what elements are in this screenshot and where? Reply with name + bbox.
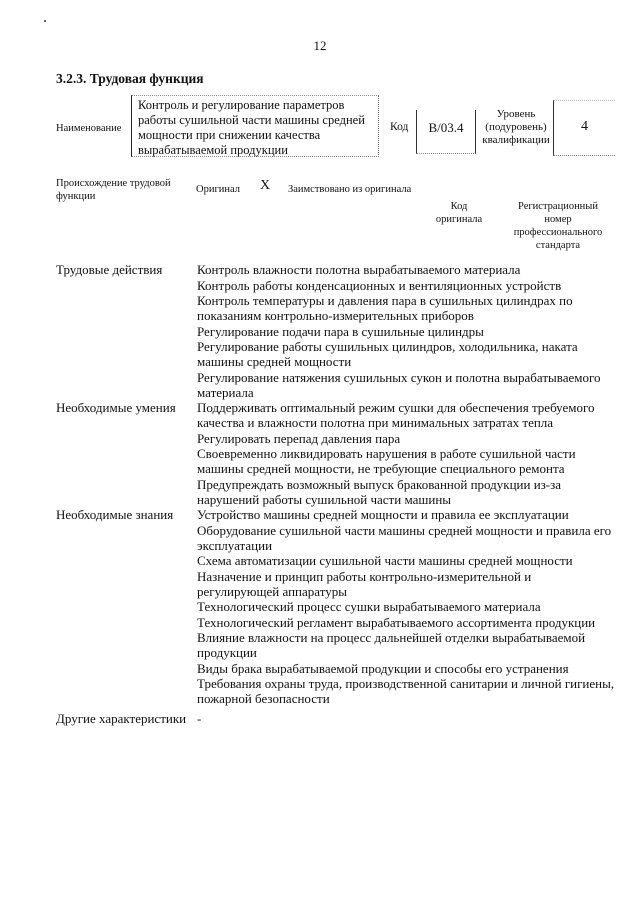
kod-original-label: Код оригинала	[435, 201, 483, 225]
name-label: Наименование	[56, 123, 122, 134]
list-item: Поддерживать оптимальный режим сушки для обеспечения требуемого качества и влажности полотна при минимальных затратах тепла	[197, 400, 595, 430]
table-row-knowledge	[56, 507, 616, 707]
function-name-field: Контроль и регулирование параметров работы сушильной части машины средней мощности при снижении качества вырабатываемой продукции	[131, 95, 379, 157]
row-label: Трудовые действия	[56, 262, 163, 277]
list-item: Схема автоматизации сушильной части машины средней мощности	[197, 553, 573, 568]
list-item: -	[197, 710, 202, 726]
list-item: Контроль работы конденсационных и вентиляционных устройств	[197, 277, 562, 293]
kod-label: Код	[390, 121, 409, 133]
list-item: Требования охраны труда, производственной санитарии и личной гигиены, пожарной безопасности	[197, 676, 615, 706]
function-details-table	[56, 262, 616, 726]
list-item: Регулирование натяжения сушильных сукон и полотна вырабатываемого материала	[197, 369, 601, 400]
list-item: Регулирование подачи пара в сушильные цилиндры	[197, 323, 484, 339]
scan-speck	[44, 20, 46, 22]
list-item: Оборудование сушильной части машины средней мощности и правила его эксплуатации	[197, 522, 612, 553]
kod-value-field: B/03.4	[416, 110, 476, 154]
list-item: Контроль температуры и давления пара в сушильных цилиндрах по показаниям контрольно-измерительных приборов	[197, 293, 573, 323]
original-label: Оригинал	[196, 184, 240, 195]
original-check-mark: X	[260, 178, 271, 193]
level-value-field: 4	[553, 100, 615, 156]
list-item: Регулировать перепад давления пара	[197, 430, 401, 446]
list-item: Влияние влажности на процесс дальнейшей отделки вырабатываемой продукции	[197, 630, 586, 660]
list-item: Технологический процесс сушки вырабатываемого материала	[197, 599, 541, 614]
table-row-labor-actions	[56, 262, 616, 400]
registration-number-label: Регистрационный номер профессионального стандарта	[513, 201, 603, 251]
page-number: 12	[313, 38, 327, 53]
list-item: Регулирование работы сушильных цилиндров, холодильника, наката машины средней мощности	[197, 339, 578, 369]
list-item: Виды брака вырабатываемой продукции и способы его устранения	[197, 660, 569, 676]
list-item: Контроль влажности полотна вырабатываемого материала	[197, 262, 521, 277]
table-row-other	[56, 711, 616, 727]
row-label: Необходимые знания	[56, 507, 174, 522]
list-item: Назначение и принцип работы контрольно-измерительной и регулирующей аппаратуры	[197, 568, 532, 599]
row-label: Другие характеристики	[56, 710, 187, 726]
list-item: Предупреждать возможный выпуск бракованной продукции из-за нарушений работы сушильной части машины	[197, 476, 562, 507]
origin-label: Происхождение трудовой функции	[56, 178, 171, 202]
level-label: Уровень (подуровень) квалификации	[482, 108, 550, 146]
borrowed-label: Заимствовано из оригинала	[288, 184, 412, 195]
list-item: Устройство машины средней мощности и правила ее эксплуатации	[197, 507, 569, 522]
list-item: Технологический регламент вырабатываемого ассортимента продукции	[197, 614, 596, 630]
section-title: 3.2.3. Трудовая функция	[56, 71, 204, 86]
list-item: Своевременно ликвидировать нарушения в работе сушильной части машины средней мощности, не требующие специального ремонта	[197, 446, 576, 476]
row-label: Необходимые умения	[56, 400, 176, 415]
table-row-skills	[56, 400, 616, 507]
